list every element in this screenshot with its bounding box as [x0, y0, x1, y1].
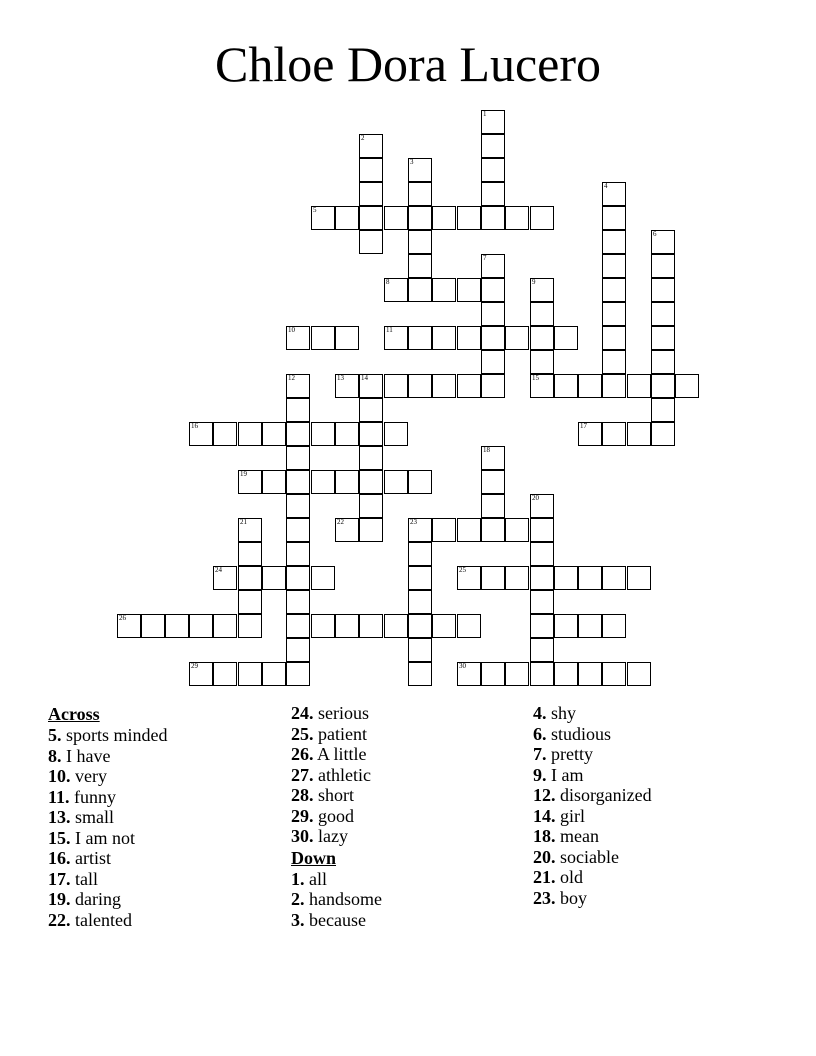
- grid-cell[interactable]: [408, 614, 432, 638]
- grid-cell[interactable]: [578, 566, 602, 590]
- clue-item: [291, 765, 382, 786]
- grid-cell[interactable]: [602, 278, 626, 302]
- grid-cell[interactable]: [408, 230, 432, 254]
- grid-cell[interactable]: [286, 638, 310, 662]
- clue-text: athletic: [318, 764, 371, 785]
- grid-cell[interactable]: [408, 374, 432, 398]
- grid-cell[interactable]: [602, 326, 626, 350]
- grid-cell[interactable]: [530, 302, 554, 326]
- grid-cell[interactable]: [359, 614, 383, 638]
- grid-cell[interactable]: [554, 662, 578, 686]
- grid-cell[interactable]: [335, 374, 359, 398]
- grid-cell[interactable]: [432, 518, 456, 542]
- grid-cell[interactable]: [432, 326, 456, 350]
- grid-cell[interactable]: [213, 662, 237, 686]
- grid-cell[interactable]: [530, 566, 554, 590]
- grid-cell[interactable]: [530, 638, 554, 662]
- clue-text: talented: [75, 909, 132, 930]
- clue-item: [533, 744, 652, 765]
- grid-cell[interactable]: [457, 614, 481, 638]
- grid-cell[interactable]: [262, 422, 286, 446]
- grid-cell[interactable]: [238, 422, 262, 446]
- grid-cell[interactable]: [627, 566, 651, 590]
- cell-number: 25: [459, 566, 466, 574]
- grid-cell[interactable]: [213, 614, 237, 638]
- grid-cell[interactable]: [238, 614, 262, 638]
- cell-number: 10: [288, 326, 295, 334]
- grid-cell[interactable]: [481, 518, 505, 542]
- grid-cell[interactable]: [213, 422, 237, 446]
- grid-cell[interactable]: [457, 374, 481, 398]
- grid-cell[interactable]: [384, 470, 408, 494]
- grid-cell[interactable]: [286, 422, 310, 446]
- clue-text: handsome: [309, 889, 382, 909]
- grid-cell[interactable]: [481, 494, 505, 518]
- grid-cell[interactable]: [651, 230, 675, 254]
- grid-cell[interactable]: [286, 398, 310, 422]
- clue-item: [48, 787, 168, 808]
- grid-cell[interactable]: [189, 614, 213, 638]
- grid-cell[interactable]: [213, 566, 237, 590]
- grid-cell[interactable]: [335, 326, 359, 350]
- clue-item: [291, 703, 382, 724]
- grid-cell[interactable]: [554, 614, 578, 638]
- cell-number: 30: [459, 662, 466, 670]
- grid-cell[interactable]: [311, 326, 335, 350]
- cell-number: 4: [604, 182, 608, 190]
- grid-cell[interactable]: [457, 566, 481, 590]
- grid-cell[interactable]: [530, 278, 554, 302]
- clue-item: [291, 889, 382, 910]
- grid-cell[interactable]: [554, 374, 578, 398]
- clue-text: sports minded: [66, 725, 168, 745]
- grid-cell[interactable]: [530, 326, 554, 350]
- clue-text: because: [309, 909, 366, 930]
- grid-cell[interactable]: [457, 518, 481, 542]
- grid-cell[interactable]: [408, 518, 432, 542]
- clue-text: I am: [551, 764, 584, 785]
- grid-cell[interactable]: [335, 470, 359, 494]
- clue-text: serious: [318, 703, 369, 723]
- grid-cell[interactable]: [602, 566, 626, 590]
- grid-cell[interactable]: [286, 590, 310, 614]
- cell-number: 24: [215, 566, 222, 574]
- grid-cell[interactable]: [286, 494, 310, 518]
- grid-cell[interactable]: [481, 206, 505, 230]
- clue-item: [291, 826, 382, 847]
- grid-cell[interactable]: [530, 614, 554, 638]
- grid-cell[interactable]: [238, 542, 262, 566]
- grid-cell[interactable]: [651, 374, 675, 398]
- grid-cell[interactable]: [481, 446, 505, 470]
- grid-cell[interactable]: [311, 566, 335, 590]
- grid-cell[interactable]: [578, 662, 602, 686]
- clue-number: 25.: [291, 723, 314, 744]
- clue-text: sociable: [560, 846, 619, 867]
- grid-cell[interactable]: [651, 326, 675, 350]
- grid-cell[interactable]: [286, 542, 310, 566]
- clue-column-3: [533, 703, 652, 908]
- grid-cell[interactable]: [602, 374, 626, 398]
- grid-cell[interactable]: [286, 662, 310, 686]
- clue-item: [533, 826, 652, 847]
- grid-cell[interactable]: [384, 206, 408, 230]
- grid-cell[interactable]: [408, 566, 432, 590]
- cell-number: 20: [532, 494, 539, 502]
- grid-cell[interactable]: [262, 470, 286, 494]
- grid-cell[interactable]: [530, 542, 554, 566]
- clue-number: 20.: [533, 846, 556, 867]
- cell-number: 23: [410, 518, 417, 526]
- grid-cell[interactable]: [384, 326, 408, 350]
- clue-item: [533, 785, 652, 806]
- grid-cell[interactable]: [481, 134, 505, 158]
- grid-cell[interactable]: [481, 158, 505, 182]
- clue-item: [48, 766, 168, 787]
- clue-text: disorganized: [560, 785, 652, 805]
- across-header: Across: [48, 704, 100, 724]
- grid-cell[interactable]: [286, 566, 310, 590]
- grid-cell[interactable]: [578, 614, 602, 638]
- clue-number: 23.: [533, 887, 556, 908]
- grid-cell[interactable]: [335, 518, 359, 542]
- clue-text: good: [318, 805, 354, 826]
- grid-cell[interactable]: [651, 422, 675, 446]
- grid-cell[interactable]: [238, 470, 262, 494]
- clue-number: 17.: [48, 868, 71, 889]
- grid-cell[interactable]: [408, 158, 432, 182]
- grid-cell[interactable]: [262, 566, 286, 590]
- clue-number: 11.: [48, 786, 70, 807]
- cell-number: 29: [191, 662, 198, 670]
- clue-number: 26.: [291, 744, 314, 764]
- cell-number: 15: [532, 374, 539, 382]
- clue-text: very: [75, 766, 107, 786]
- grid-cell[interactable]: [311, 206, 335, 230]
- clue-number: 22.: [48, 909, 71, 930]
- grid-cell[interactable]: [359, 470, 383, 494]
- grid-cell[interactable]: [359, 158, 383, 182]
- grid-cell[interactable]: [189, 422, 213, 446]
- grid-cell[interactable]: [408, 278, 432, 302]
- cell-number: 19: [240, 470, 247, 478]
- clue-number: 7.: [533, 744, 547, 764]
- clue-text: artist: [75, 848, 111, 868]
- grid-cell[interactable]: [286, 614, 310, 638]
- clue-text: I have: [66, 745, 111, 766]
- grid-cell[interactable]: [117, 614, 141, 638]
- grid-cell[interactable]: [286, 446, 310, 470]
- grid-cell[interactable]: [408, 206, 432, 230]
- clue-number: 21.: [533, 867, 556, 887]
- clue-number: 18.: [533, 826, 556, 846]
- clue-text: lazy: [318, 826, 348, 846]
- clue-item: [48, 889, 168, 910]
- clue-text: mean: [560, 826, 599, 846]
- grid-cell[interactable]: [530, 374, 554, 398]
- clue-item: [533, 806, 652, 827]
- clue-number: 2.: [291, 889, 305, 909]
- cell-number: 11: [386, 326, 393, 334]
- grid-cell[interactable]: [602, 614, 626, 638]
- grid-cell[interactable]: [359, 182, 383, 206]
- grid-cell[interactable]: [457, 326, 481, 350]
- grid-cell[interactable]: [602, 422, 626, 446]
- grid-cell[interactable]: [578, 422, 602, 446]
- clue-number: 5.: [48, 725, 62, 745]
- grid-cell[interactable]: [408, 470, 432, 494]
- grid-cell[interactable]: [481, 110, 505, 134]
- grid-cell[interactable]: [384, 422, 408, 446]
- clue-number: 3.: [291, 909, 305, 930]
- grid-cell[interactable]: [286, 326, 310, 350]
- grid-cell[interactable]: [530, 494, 554, 518]
- clue-text: A little: [317, 744, 367, 764]
- grid-cell[interactable]: [481, 302, 505, 326]
- clue-item: [291, 744, 382, 765]
- grid-cell[interactable]: [505, 518, 529, 542]
- grid-cell[interactable]: [286, 470, 310, 494]
- clue-item: [48, 848, 168, 869]
- clue-item: [533, 867, 652, 888]
- grid-cell[interactable]: [554, 566, 578, 590]
- grid-cell[interactable]: [481, 566, 505, 590]
- grid-cell[interactable]: [359, 374, 383, 398]
- clue-number: 30.: [291, 826, 314, 846]
- clue-number: 8.: [48, 745, 62, 766]
- grid-cell[interactable]: [457, 206, 481, 230]
- clue-text: funny: [74, 786, 117, 807]
- clue-item: [533, 724, 652, 745]
- clue-text: old: [560, 867, 584, 887]
- clue-item: [533, 847, 652, 868]
- grid-cell[interactable]: [359, 206, 383, 230]
- clue-item: [48, 910, 168, 931]
- grid-cell[interactable]: [651, 254, 675, 278]
- grid-cell[interactable]: [530, 590, 554, 614]
- grid-cell[interactable]: [165, 614, 189, 638]
- cell-number: 26: [119, 614, 126, 622]
- clue-number: 14.: [533, 805, 556, 826]
- grid-cell[interactable]: [602, 350, 626, 374]
- clue-item: [291, 869, 382, 890]
- clue-item: [291, 724, 382, 745]
- down-header: Down: [291, 847, 337, 868]
- cell-number: 8: [386, 278, 390, 286]
- clue-text: boy: [560, 887, 587, 908]
- grid-cell[interactable]: [311, 470, 335, 494]
- clue-item: [291, 806, 382, 827]
- clue-number: 24.: [291, 703, 314, 723]
- grid-cell[interactable]: [602, 206, 626, 230]
- grid-cell[interactable]: [602, 254, 626, 278]
- grid-cell[interactable]: [335, 422, 359, 446]
- clue-text: girl: [560, 805, 585, 826]
- grid-cell[interactable]: [530, 662, 554, 686]
- grid-cell[interactable]: [359, 230, 383, 254]
- grid-cell[interactable]: [141, 614, 165, 638]
- clue-number: 15.: [48, 827, 71, 848]
- grid-cell[interactable]: [286, 374, 310, 398]
- clue-item: [48, 746, 168, 767]
- clue-number: 1.: [291, 868, 305, 889]
- cell-number: 13: [337, 374, 344, 382]
- grid-cell[interactable]: [432, 278, 456, 302]
- cell-number: 21: [240, 518, 247, 526]
- grid-cell[interactable]: [432, 374, 456, 398]
- grid-cell[interactable]: [530, 350, 554, 374]
- grid-cell[interactable]: [238, 662, 262, 686]
- grid-cell[interactable]: [481, 326, 505, 350]
- grid-cell[interactable]: [602, 182, 626, 206]
- grid-cell[interactable]: [384, 278, 408, 302]
- cell-number: 18: [483, 446, 490, 454]
- grid-cell[interactable]: [530, 518, 554, 542]
- puzzle-title: Chloe Dora Lucero: [215, 36, 601, 92]
- grid-cell[interactable]: [408, 326, 432, 350]
- grid-cell[interactable]: [408, 542, 432, 566]
- grid-cell[interactable]: [505, 662, 529, 686]
- grid-cell[interactable]: [481, 662, 505, 686]
- clue-item: [533, 765, 652, 786]
- grid-cell[interactable]: [530, 206, 554, 230]
- clue-text: patient: [318, 723, 367, 744]
- grid-cell[interactable]: [602, 662, 626, 686]
- grid-cell[interactable]: [262, 662, 286, 686]
- cell-number: 5: [313, 206, 317, 214]
- clue-text: small: [75, 807, 114, 827]
- grid-cell[interactable]: [651, 278, 675, 302]
- grid-cell[interactable]: [505, 566, 529, 590]
- grid-cell[interactable]: [651, 302, 675, 326]
- cell-number: 6: [653, 230, 657, 238]
- cell-number: 7: [483, 254, 487, 262]
- grid-cell[interactable]: [335, 206, 359, 230]
- cell-number: 12: [288, 374, 295, 382]
- grid-cell[interactable]: [384, 614, 408, 638]
- clue-item: [48, 725, 168, 746]
- grid-cell[interactable]: [505, 206, 529, 230]
- clue-item: [48, 807, 168, 828]
- clue-number: 13.: [48, 807, 71, 827]
- clue-text: I am not: [75, 827, 135, 848]
- cell-number: 9: [532, 278, 536, 286]
- cell-number: 14: [361, 374, 368, 382]
- grid-cell[interactable]: [311, 614, 335, 638]
- grid-cell[interactable]: [359, 494, 383, 518]
- grid-cell[interactable]: [359, 398, 383, 422]
- clue-item: [291, 785, 382, 806]
- grid-cell[interactable]: [359, 422, 383, 446]
- grid-cell[interactable]: [408, 254, 432, 278]
- grid-cell[interactable]: [311, 422, 335, 446]
- clue-text: short: [318, 785, 354, 805]
- grid-cell[interactable]: [505, 326, 529, 350]
- cell-number: 22: [337, 518, 344, 526]
- clue-number: 6.: [533, 723, 547, 744]
- grid-cell[interactable]: [408, 662, 432, 686]
- cell-number: 16: [191, 422, 198, 430]
- clue-column-1: [48, 703, 168, 930]
- clue-text: tall: [75, 868, 98, 889]
- clue-item: [533, 703, 652, 724]
- grid-cell[interactable]: [384, 374, 408, 398]
- clue-number: 27.: [291, 764, 314, 785]
- grid-cell[interactable]: [481, 470, 505, 494]
- clue-number: 4.: [533, 703, 547, 723]
- grid-cell[interactable]: [481, 374, 505, 398]
- clue-number: 29.: [291, 805, 314, 826]
- grid-cell[interactable]: [432, 614, 456, 638]
- clue-text: shy: [551, 703, 577, 723]
- grid-cell[interactable]: [408, 590, 432, 614]
- clue-column-2: [291, 703, 382, 930]
- clue-item: [48, 828, 168, 849]
- clue-number: 10.: [48, 766, 71, 786]
- cell-number: 1: [483, 110, 487, 118]
- grid-cell[interactable]: [481, 254, 505, 278]
- clue-number: 9.: [533, 764, 547, 785]
- grid-cell[interactable]: [602, 302, 626, 326]
- grid-cell[interactable]: [457, 662, 481, 686]
- grid-cell[interactable]: [651, 398, 675, 422]
- clue-text: studious: [551, 723, 612, 744]
- clue-text: all: [309, 868, 327, 889]
- clue-text: daring: [75, 889, 121, 909]
- grid-cell[interactable]: [286, 518, 310, 542]
- grid-cell[interactable]: [627, 422, 651, 446]
- grid-cell[interactable]: [359, 446, 383, 470]
- clue-item: [291, 910, 382, 931]
- grid-cell[interactable]: [238, 590, 262, 614]
- grid-cell[interactable]: [189, 662, 213, 686]
- clue-text: pretty: [551, 744, 593, 764]
- cell-number: 3: [410, 158, 414, 166]
- clue-number: 19.: [48, 889, 71, 909]
- grid-cell[interactable]: [408, 638, 432, 662]
- grid-cell[interactable]: [554, 326, 578, 350]
- grid-cell[interactable]: [432, 206, 456, 230]
- cell-number: 2: [361, 134, 365, 142]
- cell-number: 17: [580, 422, 587, 430]
- grid-cell[interactable]: [481, 278, 505, 302]
- grid-cell[interactable]: [578, 374, 602, 398]
- clue-item: [48, 869, 168, 890]
- grid-cell[interactable]: [627, 662, 651, 686]
- clue-number: 12.: [533, 785, 556, 805]
- grid-cell[interactable]: [408, 182, 432, 206]
- grid-cell[interactable]: [359, 518, 383, 542]
- grid-cell[interactable]: [481, 350, 505, 374]
- grid-cell[interactable]: [238, 518, 262, 542]
- grid-cell[interactable]: [335, 614, 359, 638]
- clue-item: [533, 888, 652, 909]
- grid-cell[interactable]: [457, 278, 481, 302]
- clue-number: 16.: [48, 848, 71, 868]
- grid-cell[interactable]: [651, 350, 675, 374]
- grid-cell[interactable]: [602, 230, 626, 254]
- clue-number: 28.: [291, 785, 314, 805]
- grid-cell[interactable]: [675, 374, 699, 398]
- grid-cell[interactable]: [238, 566, 262, 590]
- grid-cell[interactable]: [359, 134, 383, 158]
- grid-cell[interactable]: [627, 374, 651, 398]
- grid-cell[interactable]: [481, 182, 505, 206]
